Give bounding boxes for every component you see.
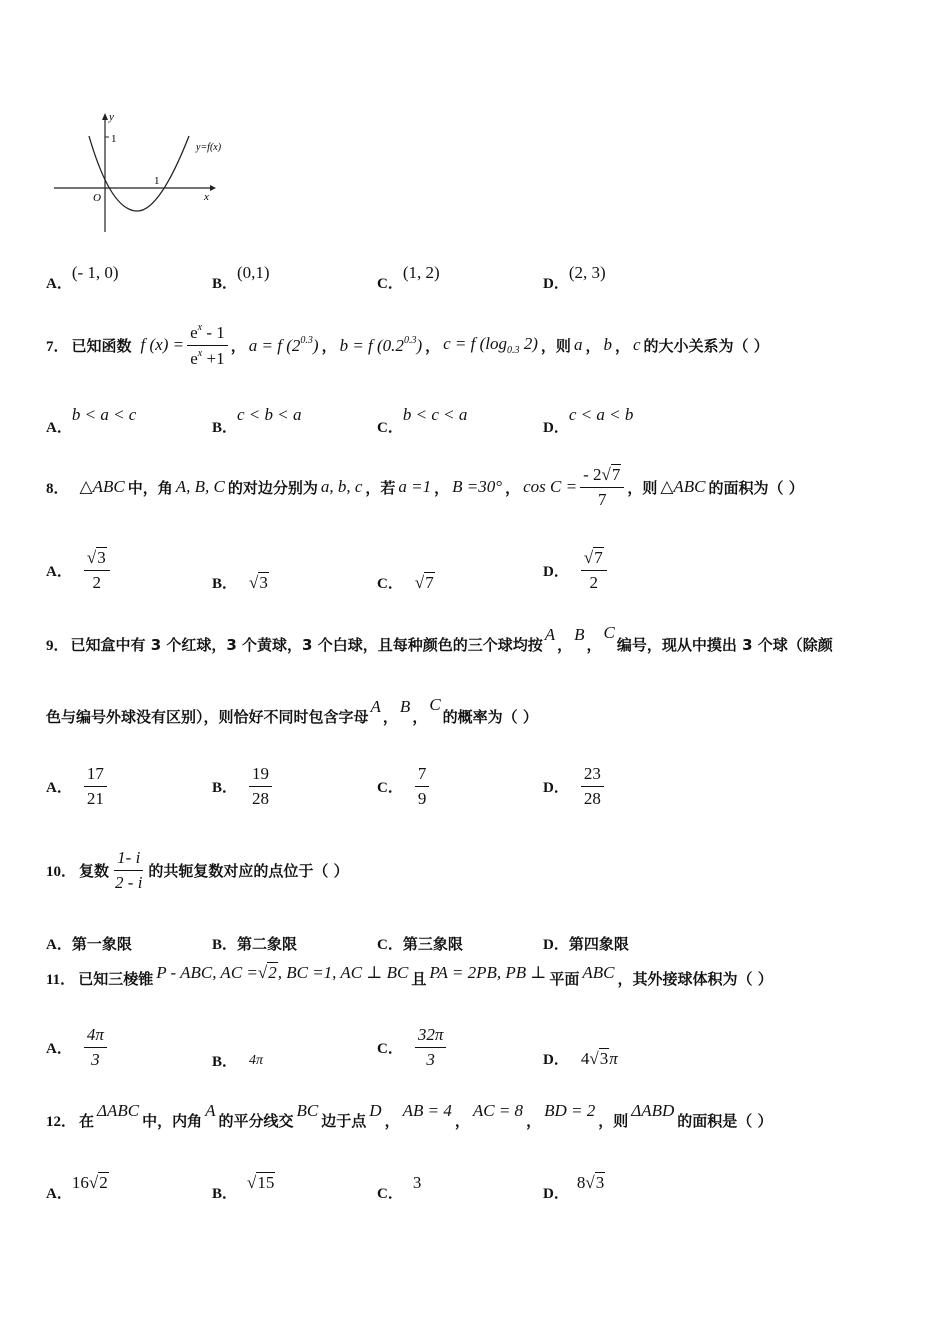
y-axis-label: y [109, 111, 114, 123]
option-label: C． [377, 276, 403, 292]
separator: ， [412, 708, 428, 726]
ac-equals: AC = 8 [472, 1101, 524, 1120]
option-text: c < a < b [568, 405, 634, 424]
letter-c: C [429, 695, 441, 714]
triangle-abc: ΔABC [97, 1101, 140, 1120]
option-label: D． [543, 420, 569, 436]
separator: ， [384, 1112, 400, 1130]
q8-option-c[interactable] [377, 572, 435, 593]
option-label: D． [543, 276, 569, 292]
separator: ， [586, 636, 602, 654]
option-label: B． [212, 1054, 238, 1070]
option-text: 第四象限 [568, 935, 629, 953]
var-b: b [603, 335, 612, 355]
option-label: D． [543, 1186, 569, 1202]
q12-stem [46, 1101, 773, 1131]
q9-option-a[interactable] [46, 764, 107, 808]
q7-f-fraction: $\frac{e^x - 1}{e^x +1}$ [187, 322, 228, 368]
q8-option-a[interactable] [46, 548, 110, 592]
q12-option-a[interactable] [46, 1172, 109, 1202]
q10-option-b[interactable] [212, 933, 297, 954]
separator: ， [454, 1112, 470, 1130]
option-text: b < a < c [71, 405, 137, 424]
ab-equals: AB = 4 [402, 1101, 452, 1120]
option-radical: √15 [247, 1173, 275, 1192]
q11-math-3: ABC [582, 963, 615, 982]
x-axis-label: x [204, 191, 209, 203]
option-text: 3 [412, 1173, 422, 1192]
q8-text-3: ，若 [365, 478, 396, 497]
q12-text-5: ，则 [598, 1112, 629, 1130]
option-text: (- 1, 0) [71, 263, 119, 282]
option-fraction: $\frac{4\pi}{3}$ [84, 1025, 107, 1069]
q9-text-2: 编号，现从中摸出 3 个球（除颜 [616, 636, 833, 654]
option-label: A． [46, 1186, 72, 1202]
q10-option-c[interactable] [377, 933, 463, 954]
q12-text-2: 中，内角 [142, 1112, 203, 1130]
separator: ， [614, 336, 630, 355]
separator: ， [526, 1112, 542, 1130]
q10-text-1: 复数 [79, 861, 110, 880]
option-label: B． [212, 779, 238, 796]
q8-stem [46, 465, 804, 509]
option-radical: √7 [414, 572, 434, 592]
separator: ， [585, 336, 601, 355]
q11-option-a[interactable] [46, 1025, 107, 1069]
q9-text-4: 的概率为（ ） [442, 708, 538, 726]
option-fraction: $\frac{√3}{2}$ [84, 548, 110, 592]
q8-text-1: 中，角 [127, 478, 173, 497]
option-label: C． [377, 779, 403, 796]
option-label: C． [377, 576, 403, 592]
q12-text-3: 的平分线交 [218, 1112, 294, 1130]
option-label: D． [543, 779, 569, 796]
segment-bc: BC [296, 1101, 319, 1120]
cos-fraction: $\frac{- 2√7}{7}$ [580, 465, 624, 509]
option-text: (0,1) [237, 263, 270, 282]
q8-option-d[interactable] [543, 548, 607, 592]
question-number: 12． [46, 1114, 77, 1130]
option-label: A． [46, 420, 72, 436]
option-fraction: $\frac{32\pi}{3}$ [415, 1025, 447, 1069]
x-axis-arrow [210, 185, 216, 191]
q9-stem-line1 [46, 623, 833, 655]
question-number: 8． [46, 480, 69, 497]
letter-a: A [544, 625, 556, 644]
q9-option-c[interactable] [377, 764, 429, 808]
q11-text-3: 平面 [549, 970, 580, 988]
option-radical: 8√3 [576, 1173, 605, 1192]
option-text: (2, 3) [568, 263, 606, 282]
letter-b: B [399, 697, 411, 716]
option-radical: √3 [249, 572, 268, 592]
q7-option-d[interactable] [543, 404, 634, 436]
q9-stem-line2 [46, 695, 538, 727]
option-text: (1, 2) [402, 263, 440, 282]
q9-text-1: 已知盒中有 3 个红球，3 个黄球，3 个白球，且每种颜色的三个球均按 [70, 636, 543, 654]
q6-option-c[interactable] [377, 262, 440, 292]
q10-stem [46, 848, 349, 892]
option-label: B． [212, 420, 238, 436]
angle-a: A [205, 1101, 216, 1120]
q11-text-4: ，其外接球体积为（ ） [617, 970, 773, 988]
separator: ， [230, 336, 246, 355]
y-axis-arrow [102, 113, 108, 120]
option-fraction: $\frac{23}{28}$ [581, 764, 604, 808]
var-c: c [632, 335, 641, 355]
option-label: D． [543, 563, 569, 580]
option-label: A． [46, 937, 72, 953]
function-graph [48, 108, 248, 238]
option-text: 第二象限 [237, 935, 298, 953]
q6-option-b[interactable] [212, 262, 270, 292]
question-number: 7． [46, 338, 69, 355]
option-text: 第三象限 [402, 935, 463, 953]
separator: ， [434, 478, 450, 497]
option-fraction: $\frac{17}{21}$ [84, 764, 107, 808]
q7-option-b[interactable] [212, 404, 302, 436]
q11-text-2: 且 [411, 970, 427, 988]
q7-option-a[interactable] [46, 404, 137, 436]
q12-option-b[interactable] [212, 1172, 275, 1202]
q6-option-d[interactable] [543, 262, 606, 292]
option-fraction: $\frac{19}{28}$ [249, 764, 272, 808]
q9-text-3: 色与编号外球没有区别），则恰好不同时包含字母 [46, 708, 369, 726]
b-equals: B =30° [452, 477, 503, 497]
option-label: A． [46, 1040, 72, 1057]
option-label: B． [212, 1186, 238, 1202]
q11-option-d[interactable] [543, 1048, 618, 1069]
option-radical: 4√3π [580, 1048, 618, 1068]
q10-option-d[interactable] [543, 933, 629, 954]
q11-option-c[interactable] [377, 1025, 446, 1069]
letter-c: C [603, 623, 615, 642]
option-label: A． [46, 276, 72, 292]
triangle-abd: ΔABD [631, 1101, 675, 1120]
q10-fraction: $\frac{1- i}{2 - i}$ [115, 848, 143, 892]
curve-label: y=f(x) [196, 142, 222, 153]
sides: a, b, c [320, 477, 363, 497]
separator: ， [425, 336, 441, 355]
separator: ， [557, 636, 573, 654]
option-label: D． [543, 1052, 569, 1068]
option-text: 4π [249, 1052, 264, 1068]
option-label: A． [46, 779, 72, 796]
q7-option-c[interactable] [377, 404, 468, 436]
q6-option-a[interactable] [46, 262, 119, 292]
q10-option-a[interactable] [46, 933, 132, 954]
question-number: 10． [46, 863, 77, 880]
option-text: b < c < a [402, 405, 468, 424]
q7-stem [46, 322, 769, 368]
option-label: D． [543, 937, 569, 953]
q11-math-1: P - ABC, AC =√2, BC =1, AC ⊥ BC [156, 963, 409, 982]
q12-text-4: 边于点 [321, 1112, 367, 1130]
q7-text-2: ，则 [540, 336, 571, 355]
option-label: B． [212, 576, 238, 592]
option-label: B． [212, 937, 238, 953]
option-label: C． [377, 420, 403, 436]
option-text: 第一象限 [71, 935, 132, 953]
q10-text-2: 的共轭复数对应的点位于（ ） [148, 861, 349, 880]
q8-option-b[interactable] [212, 572, 269, 593]
separator: ， [505, 478, 521, 497]
q7-fx: f (x) = [140, 335, 185, 355]
q12-text-6: 的面积是（ ） [677, 1112, 773, 1130]
q8-text-5: 的面积为（ ） [708, 478, 804, 497]
option-label: A． [46, 563, 72, 580]
option-label: C． [377, 1040, 403, 1057]
q7-text-1: 已知函数 [71, 336, 132, 355]
q11-text-1: 已知三棱锥 [78, 970, 154, 988]
q9-option-d[interactable] [543, 764, 604, 808]
question-number: 11． [46, 972, 76, 988]
separator: ， [321, 336, 337, 355]
var-a: a [573, 335, 583, 355]
option-radical: 16√2 [71, 1173, 108, 1192]
option-fraction: $\frac{7}{9}$ [415, 764, 430, 808]
q11-math-2: PA = 2PB, PB ⊥ [429, 963, 547, 982]
option-label: C． [377, 937, 403, 953]
q7-c-expr: c = f ($\log_{0.3}$ 2) [443, 334, 538, 357]
q7-a-expr: a = f $(2^{0.3})$ [248, 334, 319, 355]
angles: A, B, C [175, 477, 225, 497]
q8-text-2: 的对边分别为 [227, 478, 318, 497]
cos-c: cos C = [523, 477, 578, 497]
y-tick-label: 1 [111, 133, 117, 145]
triangle-abc: △ABC [660, 477, 706, 497]
x-tick-label: 1 [154, 175, 160, 187]
q8-text-4: ，则 [627, 478, 658, 497]
point-d: D [369, 1101, 382, 1120]
q11-option-b[interactable] [212, 1050, 263, 1071]
q12-option-d[interactable] [543, 1172, 605, 1202]
q7-b-expr: b = f $(0.2^{0.3})$ [339, 334, 423, 355]
option-label: B． [212, 276, 238, 292]
option-fraction: $\frac{√7}{2}$ [581, 548, 607, 592]
q9-option-b[interactable] [212, 764, 272, 808]
q12-text-1: 在 [79, 1112, 95, 1130]
bd-equals: BD = 2 [544, 1101, 596, 1120]
q11-stem [46, 963, 773, 989]
q12-option-c[interactable] [377, 1172, 422, 1202]
triangle-abc: △ABC [79, 477, 125, 497]
letter-b: B [574, 625, 585, 644]
option-text: c < b < a [237, 405, 302, 424]
option-label: C． [377, 1186, 403, 1202]
function-curve [89, 136, 189, 211]
letter-a: A [370, 697, 381, 716]
a-equals: a =1 [398, 477, 432, 497]
q7-text-3: 的大小关系为（ ） [643, 336, 769, 355]
question-number: 9． [46, 638, 69, 654]
separator: ， [382, 708, 398, 726]
origin-label: O [93, 192, 101, 204]
